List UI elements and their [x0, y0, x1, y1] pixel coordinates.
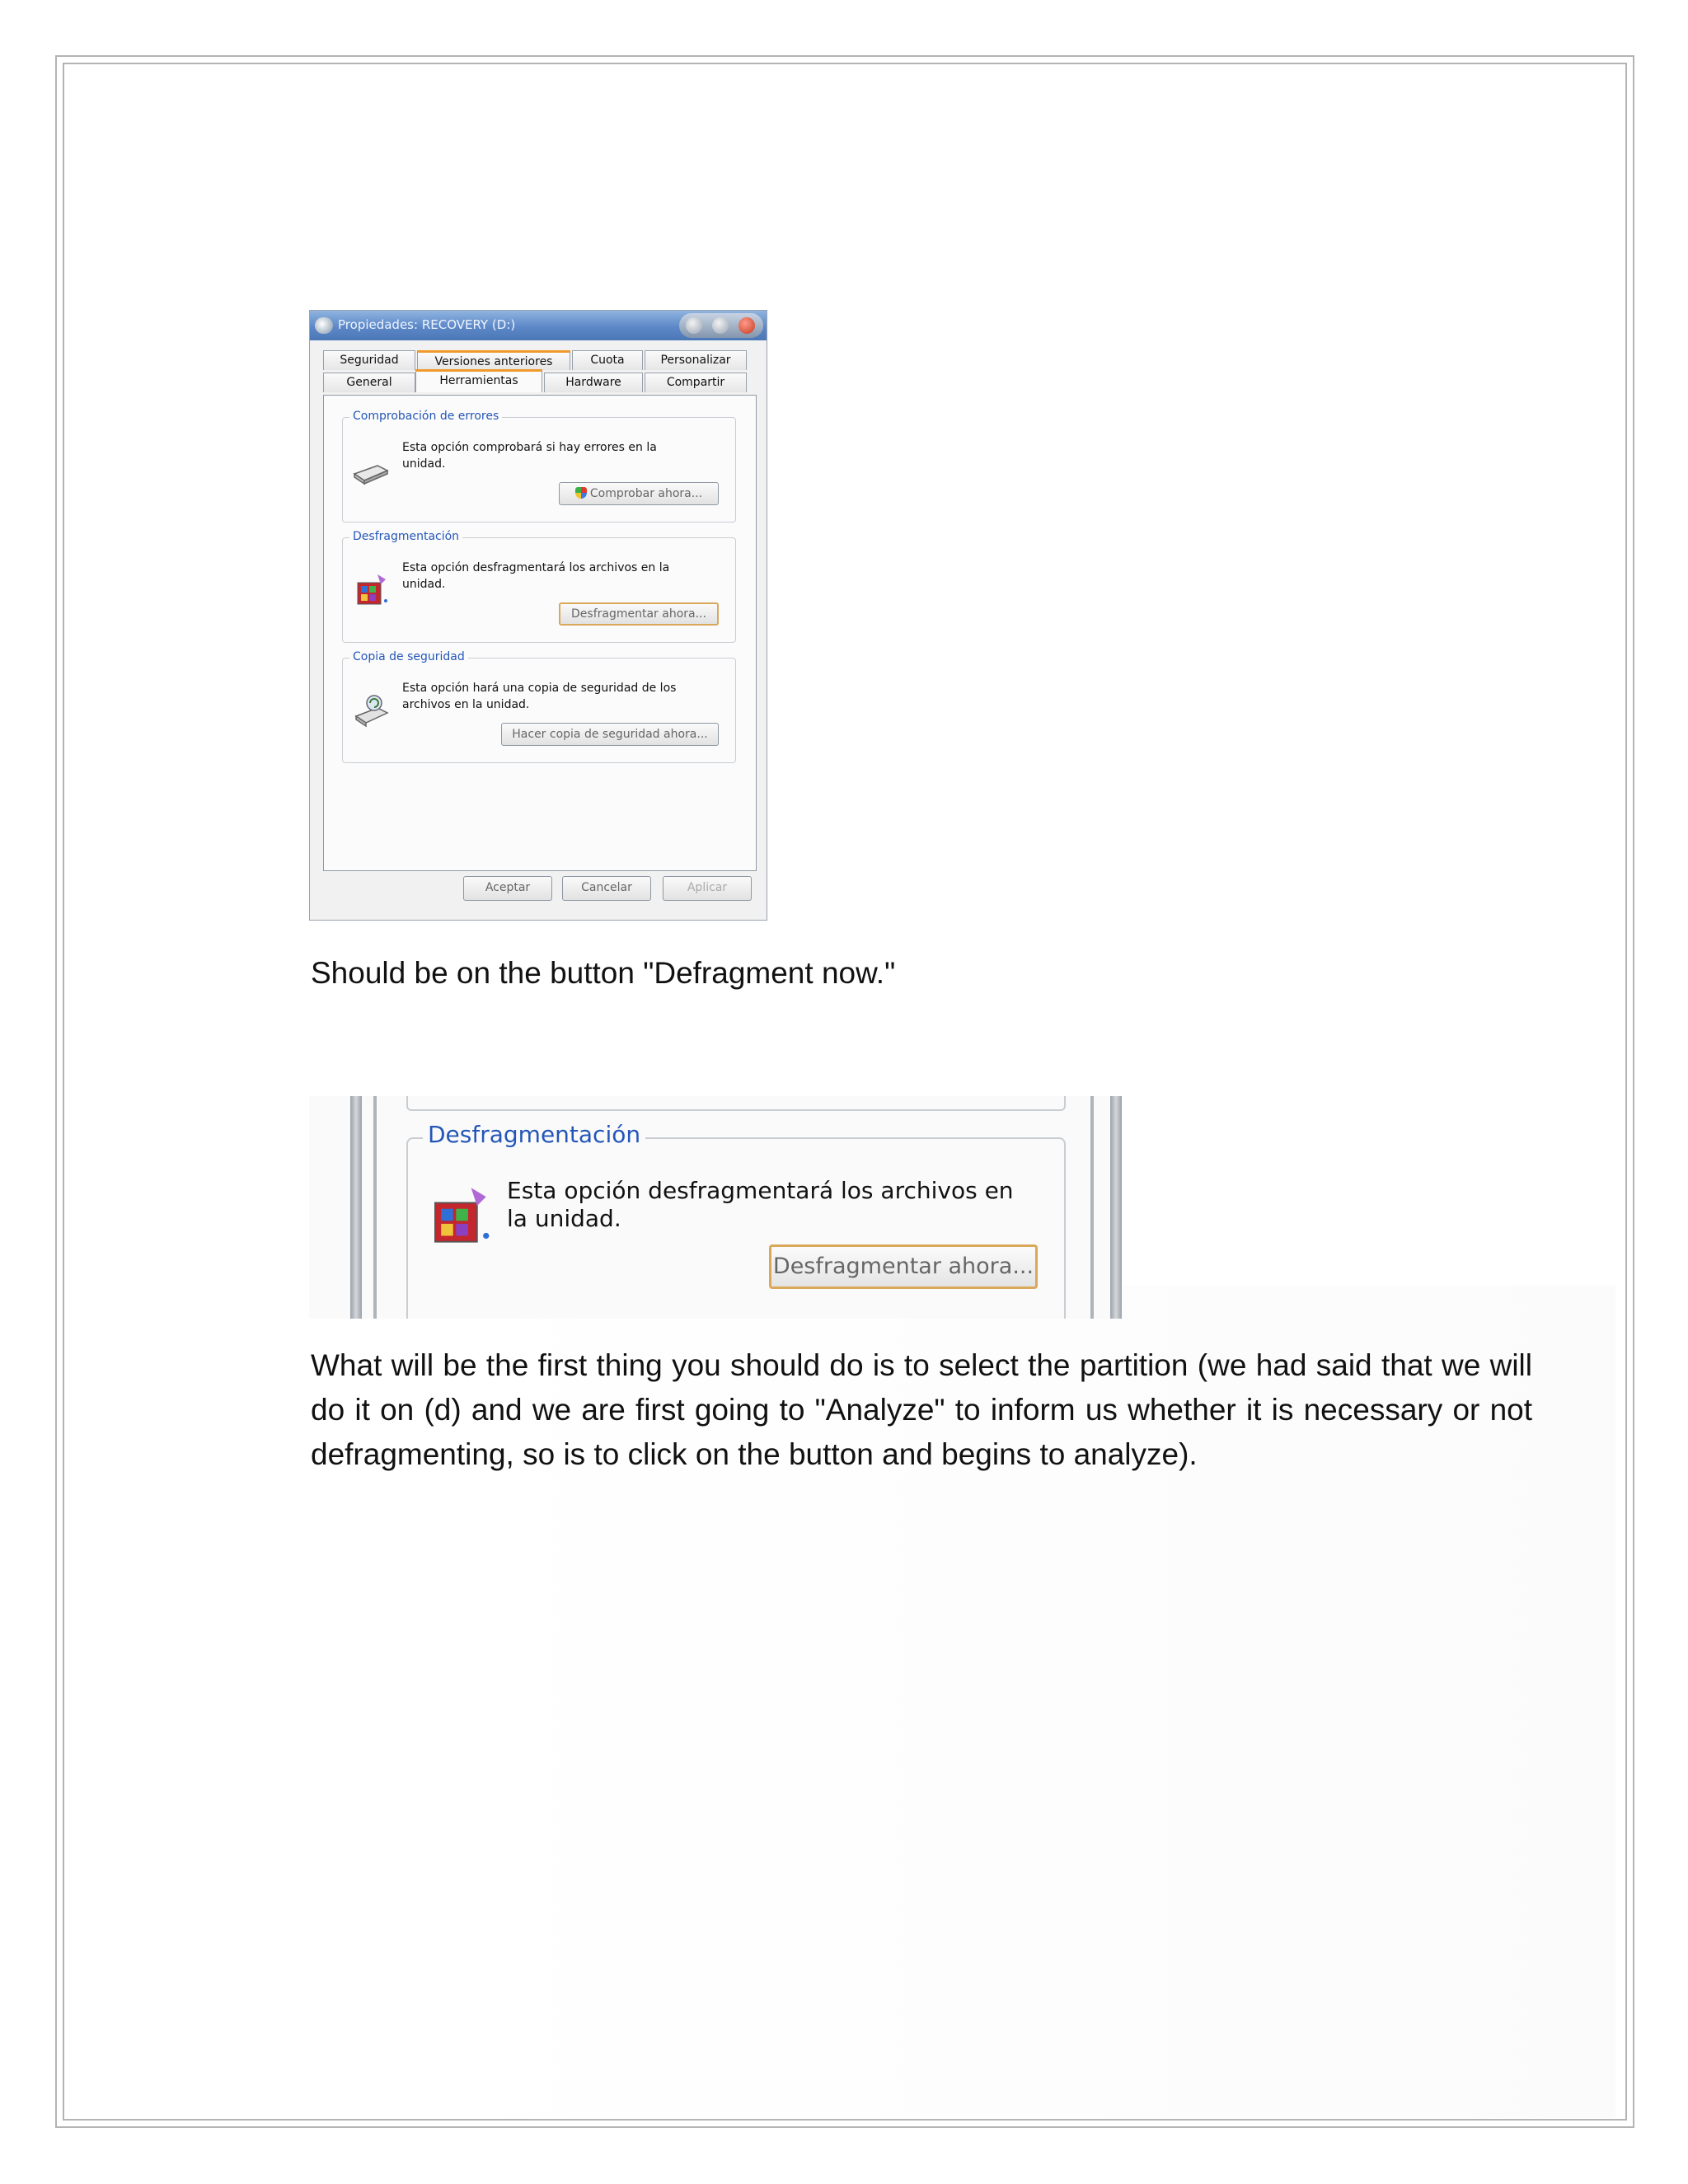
- properties-dialog-screenshot: [309, 310, 767, 921]
- group-legend: Comprobación de errores: [349, 410, 502, 423]
- tab-general[interactable]: General: [323, 373, 415, 392]
- group-backup: [342, 650, 736, 763]
- close-icon[interactable]: [738, 317, 755, 334]
- group-defragmentation: [342, 530, 736, 643]
- defragment-now-button[interactable]: Desfragmentar ahora...: [769, 1244, 1038, 1289]
- tab-compartir[interactable]: Compartir: [645, 373, 747, 392]
- minimize-icon[interactable]: [686, 317, 702, 334]
- dialog-title: Propiedades: RECOVERY (D:): [338, 317, 516, 332]
- dialog-titlebar: [310, 311, 767, 340]
- window-controls: [679, 313, 763, 338]
- apply-button[interactable]: Aplicar: [663, 876, 752, 901]
- group-legend: Desfragmentación: [349, 530, 462, 543]
- caption-defragment-button: Should be on the button "Defragment now.": [311, 956, 896, 990]
- check-now-button[interactable]: [559, 482, 719, 505]
- defrag-icon: [353, 571, 389, 607]
- hard-drive-icon: [353, 451, 389, 487]
- tools-panel: [323, 395, 757, 871]
- tab-cuota[interactable]: Cuota: [572, 350, 643, 370]
- tab-row-2: [323, 373, 757, 392]
- group-legend: Copia de seguridad: [349, 650, 468, 663]
- drive-icon: [315, 317, 333, 334]
- panel-edge: [373, 1096, 377, 1319]
- tab-seguridad[interactable]: Seguridad: [323, 350, 415, 370]
- group-description: Esta opción desfragmentará los archivos en la unidad.: [402, 561, 670, 591]
- cancel-button[interactable]: Cancelar: [562, 876, 651, 901]
- group-defragmentation-zoom: [406, 1121, 1066, 1319]
- defrag-icon: [426, 1182, 492, 1248]
- uac-shield-icon: [575, 487, 587, 499]
- window-edge: [1110, 1096, 1122, 1319]
- window-edge: [350, 1096, 362, 1319]
- tab-row-1: [323, 350, 757, 370]
- instruction-paragraph: What will be the first thing you should do is to select the partition (we had said that we will do it on (d) and we are first going to "Analyze" to inform us whether it is necessary or not defragmenting, so is to click on the button and begins to analyze).: [311, 1348, 1532, 1471]
- defrag-zoom-screenshot: [309, 1096, 1122, 1319]
- backup-now-button[interactable]: Hacer copia de seguridad ahora...: [501, 723, 719, 746]
- check-now-label: Comprobar ahora...: [589, 487, 703, 500]
- tab-personalizar[interactable]: Personalizar: [645, 350, 747, 370]
- group-description: Esta opción hará una copia de seguridad de los archivos en la unidad.: [402, 682, 677, 711]
- group-description: Esta opción desfragmentará los archivos en la unidad.: [507, 1177, 1014, 1232]
- maximize-icon[interactable]: [712, 317, 729, 334]
- tab-herramientas[interactable]: Herramientas: [415, 369, 542, 392]
- tab-hardware[interactable]: Hardware: [544, 373, 643, 392]
- backup-icon: [353, 691, 389, 728]
- defragment-now-button[interactable]: Desfragmentar ahora...: [559, 602, 719, 626]
- panel-edge: [1090, 1096, 1094, 1319]
- group-error-checking: [342, 410, 736, 523]
- group-description: Esta opción comprobará si hay errores en la unidad.: [402, 441, 657, 471]
- ok-button[interactable]: Aceptar: [463, 876, 552, 901]
- tab-versiones-anteriores[interactable]: Versiones anteriores: [417, 350, 570, 370]
- group-legend: Desfragmentación: [423, 1121, 645, 1148]
- previous-group-edge: [406, 1096, 1066, 1111]
